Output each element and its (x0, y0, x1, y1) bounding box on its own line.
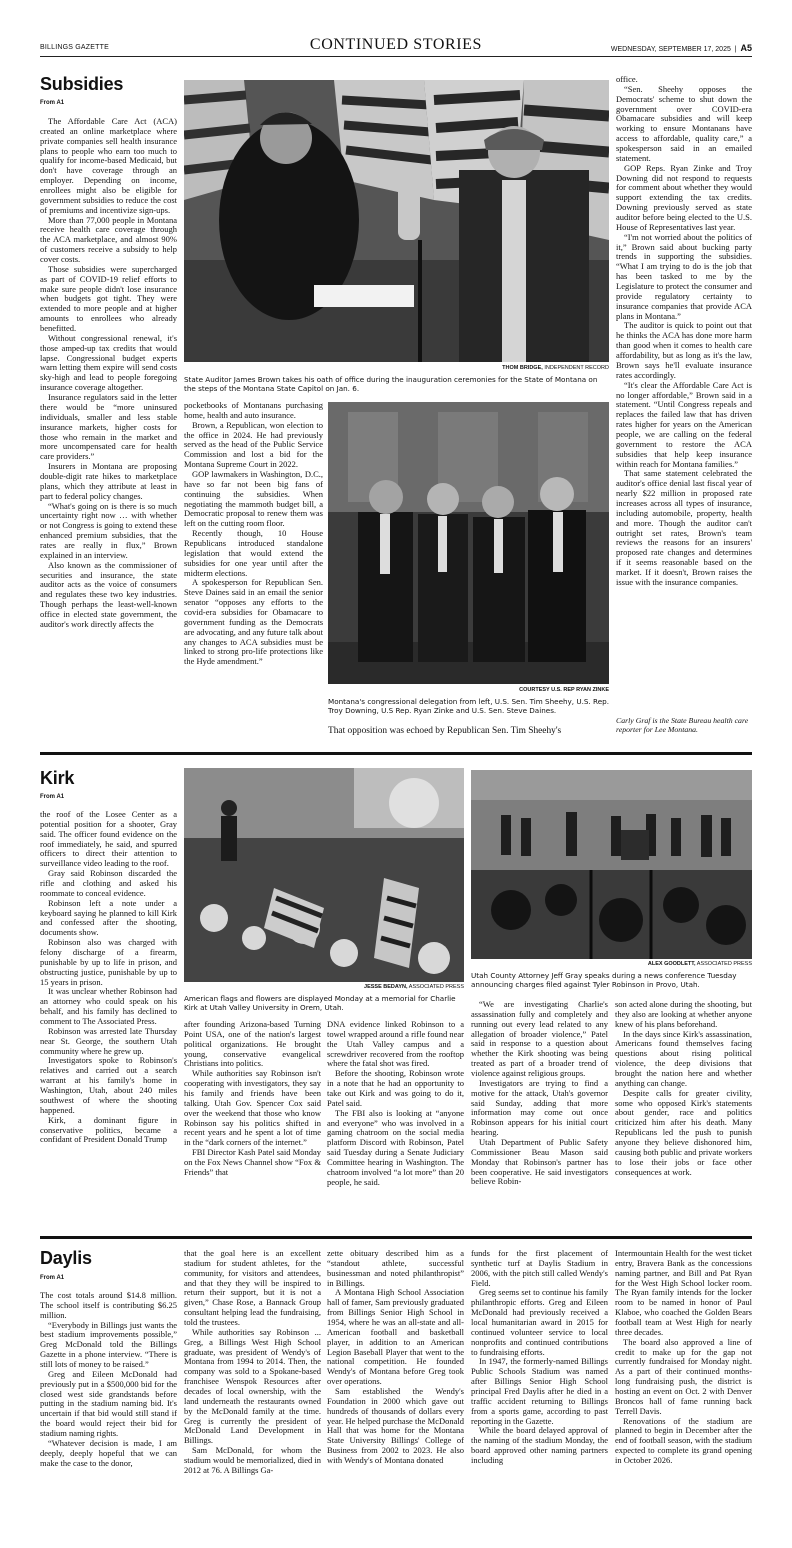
paragraph: “Everybody in Billings just wants the best stadium improvements possible,” Greg McDonald told the Billings Gazette in a phone interview. “There is still lots of money to be raised.” (40, 1319, 177, 1370)
credit-name: ALEX GOODLETT, (647, 961, 696, 967)
paragraph: pocketbooks of Montanans purchasing home, health and auto insurance. (184, 401, 323, 420)
paragraph: The FBI also is looking at “anyone and everyone” who was involved in a gaming chatroom on the social media platform Discord with Robinson, Patel said Tuesday during a Senate Judiciary Committee hearing in Washington. The chatroom involved “a lot more” than 20 people, he said. (327, 1107, 464, 1187)
paragraph: FBI Director Kash Patel said Monday on the Fox News Channel show “Fox & Friends” that (184, 1147, 321, 1177)
paragraph: Robinson also was charged with felony discharge of a firearm, punishable by up to life in prison, and obstructing justice, punishable by up to 15 years in prison. (40, 937, 177, 987)
paragraph: Those subsidies were supercharged as part of COVID-19 relief efforts to make sure people didn't lose insurance when budgets got tight. They were extended to more people and at higher amounts to enrollees who already benefitted. (40, 263, 177, 334)
paragraph: son acted alone during the shooting, but they also are looking at whether anyone knew of his plans beforehand. (615, 1000, 752, 1029)
subsidies-col-3-tail: That opposition was echoed by Republican Sen. Tim Sheehy's (328, 726, 562, 736)
paragraph: The board also approved a line of credit to make up for the gap not currently fundraised for Monday night. As a part of their continued months-long fundraising push, the district is hosting an event on Oct. 2 with Denver Broncos hall of fame running back Terrell Davis. (615, 1336, 752, 1416)
paragraph: “It's clear the Affordable Care Act is no longer affordable,” Brown said in a statement. “Until Congress repeals and replaces the failed law that has driven rates higher for years on the American people, we are calling on the federal government to restore the ACA subsidies that help keep insurance within reach for Montana families.” (616, 379, 752, 469)
paragraph: that the goal here is an excellent stadium for student athletes, for the community, for visitors and attendees, and that they they will be inspired to return their support, but it is not a given,” Chase Rose, a Bannack Group consultant helping lead the fundraising, told the trustees. (184, 1249, 321, 1328)
news-conference-photo-credit (471, 961, 752, 967)
kirk-col-5 (615, 1000, 752, 1230)
paragraph: Before the shooting, Robinson wrote in a note that he had an opportunity to take out Kirk and was going to do it, Patel said. (327, 1068, 464, 1108)
delegation-photo-credit: COURTESY U.S. REP RYAN ZINKE (519, 687, 609, 693)
subsidies-col-2 (184, 401, 323, 739)
paragraph: Utah Department of Public Safety Commissioner Beau Mason said Monday that Robinson's partner has been cooperative. He said investigators believe Robin- (471, 1137, 608, 1187)
daylis-col-1 (40, 1291, 177, 1531)
paragraph: A spokesperson for Republican Sen. Steve Daines said in an email the senior senator “opposes any efforts to the covid-era subsidies for Obamacare to government funding as the Democrats are advocating, and any future talk about any changes to ACA subsidies must be linked to strong pro-life protections like the Hyde amendment.” (184, 577, 323, 667)
credit-org: INDEPENDENT RECORD (544, 365, 609, 371)
kirk-headline: Kirk (40, 768, 75, 788)
oath-photo-credit (184, 365, 609, 371)
paragraph: “I'm not worried about the politics of it,” Brown said about bucking party trends in supporting the subsidies. “What I am trying to do is the job that has been tasked to me by the Legislature to protect the consumer and provide regulatory certainty to insurance companies that provide ACA plans in Montana.” (616, 231, 752, 321)
kirk-col-4 (471, 1000, 608, 1230)
paragraph: “Sen. Sheehy opposes the Democrats' scheme to shut down the government over COVID-era Obamacare subsidies and will keep working to ensure Montanans have access to affordable, quality care,” a spokesperson said in an emailed statement. (616, 83, 752, 163)
paragraph: Renovations of the stadium are planned to begin in December after the end of football season, with the stadium expected to complete its grand opening in October 2026. (615, 1415, 752, 1466)
memorial-photo (184, 768, 464, 982)
daylis-col-2 (184, 1249, 321, 1531)
paragraph: Investigators spoke to Robinson's relatives and carried out a search warrant at his family's home in Washington, Utah, about 240 miles southwest of where the shooting happened. (40, 1055, 177, 1115)
paragraph: In the days since Kirk's assassination, Americans found themselves facing questions about rising political violence, the deep divisions that brought the nation here and whether anything can change. (615, 1028, 752, 1088)
paragraph: A Montana High School Association hall of famer, Sam previously graduated from Billings Senior High School in 1954, where he was an all-state and all-American football and basketball player, in addition to an American Legion Baseball Player that went to the national competition. He founded Wendy's of Montana before Greg took over operations. (327, 1287, 464, 1387)
paragraph: “We are investigating Charlie's assassination fully and completely and running out every lead related to any allegation of broader violence,” Patel said in response to a question about whether the Kirk shooting was being treated as part of a broader trend of violence against religious groups. (471, 1000, 608, 1079)
subsidies-tagline: Carly Graf is the State Bureau health care reporter for Lee Montana. (616, 716, 749, 735)
news-conference-photo (471, 770, 752, 959)
paragraph: Greg and Eileen McDonald had previously put in a $500,000 bid for the closed west side grandstands before putting in the stadium naming bid. It's uncertain if that bid would still stand if the board would reject their bid for stadium naming rights. (40, 1368, 177, 1439)
daylis-col-4 (471, 1249, 608, 1531)
delegation-photo-caption: Montana's congressional delegation from left, U.S. Sen. Tim Sheehy, U.S. Rep. Troy Downing, U.S Rep. Ryan Zinke and U.S. Sen. Steve Daines. (328, 697, 609, 716)
story-divider (40, 1236, 752, 1239)
paragraph: While authorities say Robinson ... Greg, a Billings West High School graduate, was president of Wendy's of Montana from 1994 to 2014. Then, the company was sold to a Spokane-based franchisee Wenspok Resources after decades of local ownership, with the land underneath the restaurants owned by the McDonald family at the time. Greg is currently the president of McDonald Land Development in Billings. (184, 1326, 321, 1446)
paragraph: Brown, a Republican, won election to the office in 2024. He had previously served as the head of the Public Service Commission and lost a bid for the Montana Supreme Court in 2022. (184, 419, 323, 470)
kirk-col-2 (184, 1020, 321, 1230)
paragraph: That same statement celebrated the auditor's office denial last fiscal year of nearly $22 million in proposed rate increases across all types of insurance, including automobile, property, health and more. Though the auditor can't outright set rates, Brown's team reviews the reasons for an insurers' proposed rate changes and determines if it seems reasonable based on the market. If it doesn't, Brown raises the issue with the insurance companies. (616, 468, 752, 587)
subsidies-headline: Subsidies (40, 74, 124, 94)
subsidies-jump: From A1 (40, 100, 65, 106)
paragraph: funds for the first placement of synthetic turf at Daylis Stadium in 2006, with the pitch still called Wendy's Field. (471, 1249, 608, 1288)
page-number: A5 (740, 43, 752, 53)
news-conference-photo-caption: Utah County Attorney Jeff Gray speaks during a news conference Tuesday announcing charges filed against Tyler Robinson in Provo, Utah. (471, 971, 737, 990)
paragraph: While authorities say Robinson isn't cooperating with investigators, they say his family and friends have been talking. Utah Gov. Spencer Cox said over the weekend that those who know Robinson say his politics shifted in recent years and he spent a lot of time in the “dark corners of the internet.” (184, 1068, 321, 1148)
paragraph: Greg seems set to continue his family philanthropic efforts. Greg and Eileen McDonald had previously received a local humanitarian award in 2015 for continued volunteer service to local nonprofits and continued contributions to fundraising efforts. (471, 1287, 608, 1357)
daylis-col-5 (615, 1249, 752, 1531)
daylis-jump: From A1 (40, 1275, 65, 1281)
paragraph: DNA evidence linked Robinson to a towel wrapped around a rifle found near the Utah Valley campus and a screwdriver recovered from the rooftop where the fatal shot was fired. (327, 1020, 464, 1069)
paragraph: Sam established the Wendy's Foundation in 2000 which gave out hundreds of thousands of dollars every year. He helped purchase the McDonald Hall that was home for the Montana State University Billings' College of Business from 2002 to 2023. He also with Wendy's of Montana donated (327, 1386, 464, 1466)
paragraph: More than 77,000 people in Montana receive health care coverage through the ACA marketplace, and almost 90% of customers receive a subsidy to help cover costs. (40, 214, 177, 265)
paragraph: “Whatever decision is made, I am deeply, deeply hopeful that we can make the case to the donor, (40, 1437, 177, 1468)
memorial-photo-credit (184, 984, 464, 990)
paragraph: Also known as the commissioner of securities and insurance, the state auditor acts as the voice of consumers and regulates these two key industries. Though perhaps the least-well-known office in elected state government, the auditor's work directly affects the (40, 559, 177, 629)
paragraph: Investigators are trying to find a motive for the attack, Utah's governor said Sunday, adding that more information may come out once Robinson appears for his initial court hearing. (471, 1077, 608, 1138)
subsidies-col-4 (616, 75, 752, 710)
section-title: CONTINUED STORIES (309, 36, 483, 53)
oath-photo (184, 80, 609, 362)
paragraph: While the board delayed approval of the naming of the stadium Monday, the board approved other naming partners including (471, 1425, 608, 1466)
paragraph: Robinson left a note under a keyboard saying he planned to kill Kirk and confessed after the shooting, documents show. (40, 897, 177, 938)
paragraph: Robinson was arrested late Thursday near St. George, the southern Utah community where he grew up. (40, 1025, 177, 1056)
paragraph: The cost totals around $14.8 million. The school itself is contributing $6.25 million. (40, 1291, 177, 1320)
paragraph: office. (616, 75, 638, 84)
kirk-jump: From A1 (40, 794, 65, 800)
kirk-col-1 (40, 810, 177, 1230)
kirk-col-3 (327, 1020, 464, 1230)
credit-name: THOM BRIDGE, (502, 365, 543, 371)
paragraph: Sam McDonald, for whom the stadium would be memorialized, died in 2012 at 76. A Billings Ga- (184, 1445, 321, 1475)
date: WEDNESDAY, SEPTEMBER 17, 2025 (610, 46, 731, 53)
paragraph: Insurance regulators said in the letter there would be “more uninsured individuals, smaller and less stable insurance markets, higher costs for those who remain in the market and more uncompensated care for health care providers.” (40, 392, 177, 462)
subsidies-col-1 (40, 117, 177, 749)
paragraph: It was unclear whether Robinson had an attorney who could speak on his behalf, and his family has declined to comment to The Associated Press. (40, 986, 177, 1027)
paragraph: Despite calls for greater civility, some who opposed Kirk's statements about gender, race and politics criticized him after his death. Many Republicans led the push to punish anyone they believe dishonored him, causing both public and private workers to lose their jobs or face other consequences at work. (615, 1087, 752, 1177)
memorial-photo-caption: American flags and flowers are displayed Monday at a memorial for Charlie Kirk at Utah Valley University in Orem, Utah. (184, 994, 456, 1013)
paragraph: In 1947, the formerly-named Billings Public Schools Stadium was named after Billings Senior High School principal Fred Daylis after he died in a traffic accident returning to Billings from a sports game, according to past reporting in the Gazette. (471, 1356, 608, 1426)
credit-org: ASSOCIATED PRESS (408, 984, 464, 990)
paragraph: Gray said Robinson discarded the rifle and clothing and asked his roommate to conceal evidence. (40, 868, 177, 898)
paragraph: zette obituary described him as a “standout athlete, successful businessman and noted philanthropist” in Billings. (327, 1249, 464, 1288)
paragraph: after founding Arizona-based Turning Point USA, one of the nation's largest political organizations. He brought young, conservative evangelical Christians into politics. (184, 1020, 321, 1069)
daylis-headline: Daylis (40, 1248, 92, 1268)
paragraph: GOP Reps. Ryan Zinke and Troy Downing did not respond to requests for comment about whether they would support extending the tax credits. Downing previously served as state auditor before being elected to the U.S. House of Representatives last year. (616, 162, 752, 232)
paragraph: Kirk, a dominant figure in conservative politics, became a confidant of President Donald Trump (40, 1114, 177, 1145)
oath-photo-caption: State Auditor James Brown takes his oath of office during the inauguration ceremonies for the State of Montana on the steps of the Montana State Capitol on Jan. 6. (184, 375, 598, 394)
paragraph: the roof of the Losee Center as a potential position for a shooter, Gray said. The officer found evidence on the roof immediately, he said, and spurred officers to direct their attention to surveillance video leading to the roof. (40, 810, 177, 869)
daylis-col-3 (327, 1249, 464, 1531)
header-rule (40, 56, 752, 57)
paragraph: GOP lawmakers in Washington, D.C., have so far not been big fans of continuing the subsidies. When negotiating the mammoth budget bill, a Democratic proposal to renew them was left on the cutting room floor. (184, 469, 323, 529)
paragraph: Insurers in Montana are proposing double-digit rate hikes to marketplace plans, which they attribute at least in part to federal policy changes. (40, 461, 177, 501)
paragraph: Without congressional renewal, it's those amped-up tax credits that would lapse. Congressional budget experts warn letting them expire will send costs sky-high and lead to people foregoing insurance coverage altogether. (40, 332, 177, 393)
paragraph: “What's going on is there is so much uncertainty right now … with whether or not Congress is going to extend these enhanced premium subsidies, that the rates are really in flux,” Brown explained in an interview. (40, 500, 177, 560)
delegation-photo (328, 402, 609, 684)
paragraph: Recently though, 10 House Republicans introduced standalone legislation that would extend the subsidies for one year until after the midterm elections. (184, 528, 323, 578)
paragraph: The auditor is quick to point out that he thinks the ACA has done more harm than good when it comes to health care affordability, but as long as it's the law, Brown says he'll evaluate insurance rates accordingly. (616, 320, 752, 380)
credit-name: JESSE BEDAYN, (364, 984, 408, 990)
paragraph: Intermountain Health for the west ticket entry, Bravera Bank as the concessions naming partner, and Bill and Pat Ryan for the West High School locker room. The Ryan family intends for the locker room to be named in honor of Paul Klaboe, who coached the Golden Bears football team at West High for nearly three decades. (615, 1249, 752, 1337)
paragraph: The Affordable Care Act (ACA) created an online marketplace where private companies sell health insurance plans to people who earn too much to qualify for income-based Medicaid, but don't have coverage through an employer. Depending on income, enrollees might also be eligible for government subsidies to reduce the cost of premiums and incentivize sign-ups. (40, 117, 177, 215)
paper-name: BILLINGS GAZETTE (40, 44, 109, 51)
story-divider (40, 752, 752, 755)
date-folio: WEDNESDAY, SEPTEMBER 17, 2025 | A5 (610, 43, 752, 53)
credit-org: ASSOCIATED PRESS (696, 961, 752, 967)
